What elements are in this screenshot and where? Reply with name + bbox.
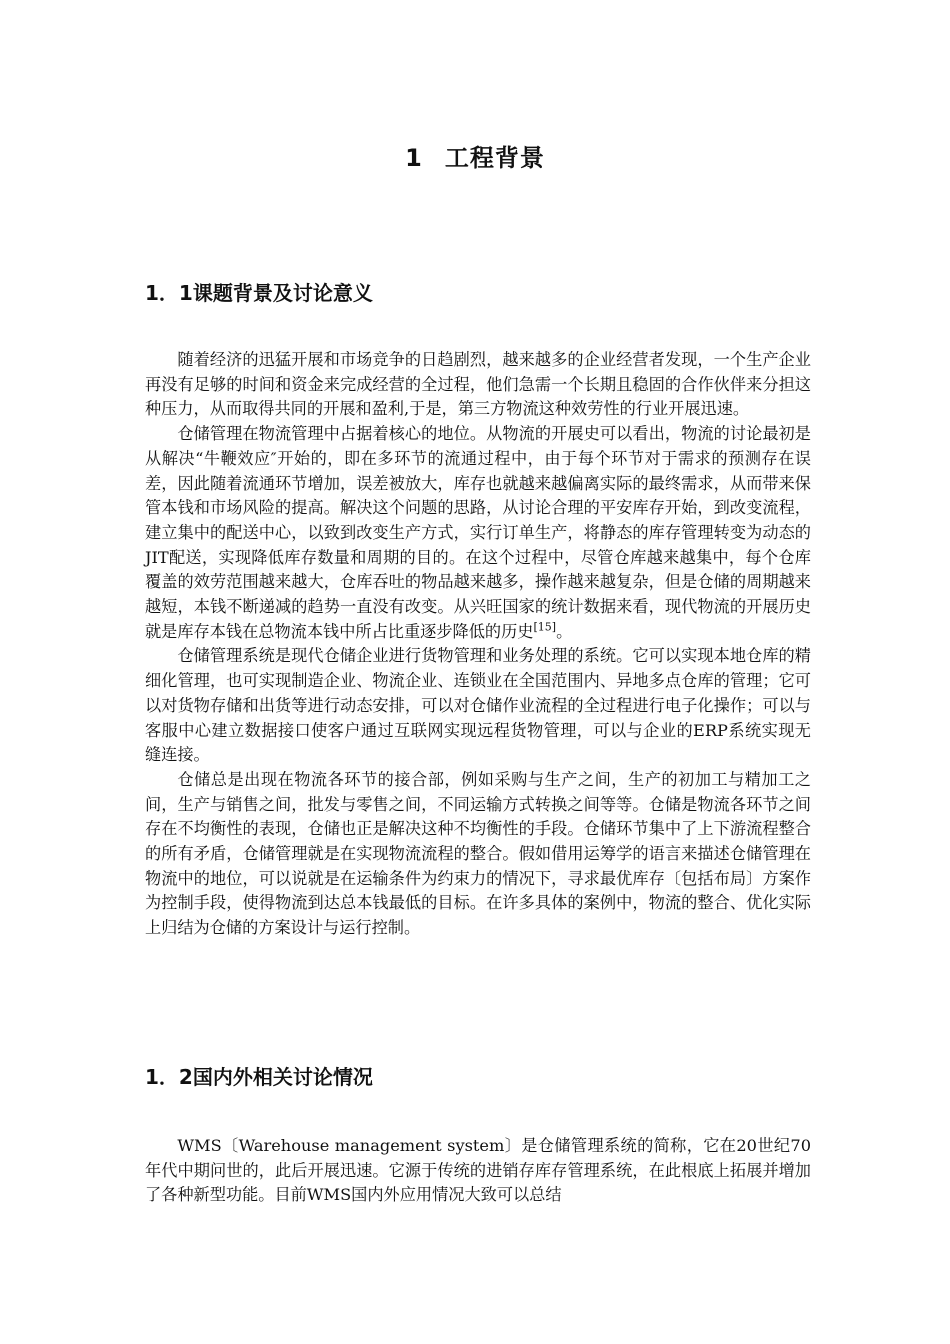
paragraph: 仓储管理系统是现代仓储企业进行货物管理和业务处理的系统。它可以实现本地仓库的精细化管理，也可实现制造企业、物流企业、连锁业在全国范围内、异地多点仓库的管理；它可以对货物存储和出货等进行动态安排，可以对仓储作业流程的全过程进行电子化操作；可以与客服中心建立数据接口使客户通过互联网实现远程货物管理，可以与企业的ERP系统实现无缝连接。	[145, 646, 811, 765]
paragraph-text: 仓储管理在物流管理中占据着核心的地位。从物流的开展史可以看出，物流的讨论最初是从解决“牛鞭效应″开始的，即在多环节的流通过程中，由于每个环节对于需求的预测存在误差，因此随着流通环节增加，误差被放大，库存也就越来越偏离实际的最终需求，从而带来保管本钱和市场风险的提高。解决这个问题的思路，从讨论合理的平安库存开始，到改变流程，建立集中的配送中心，以致到改变生产方式，实行订单生产，将静态的库存管理转变为动态的JIT配送，实现降低库存数量和周期的目的。在这个过程中，尽管仓库越来越集中，每个仓库覆盖的效劳范围越来越大，仓库吞吐的物品越来越多，操作越来越复杂，但是仓储的周期越来越短，本钱不断递减的趋势一直没有改变。从兴旺国家的统计数据来看，现代物流的开展历史就是库存本钱在总物流本钱中所占比重逐步降低的历史	[145, 424, 811, 641]
paragraph-tail: 。	[556, 621, 573, 641]
section-1-1-body	[145, 348, 811, 941]
section-heading-1-1: 1．1课题背景及讨论意义	[145, 281, 373, 305]
paragraph: 仓储总是出现在物流各环节的接合部，例如采购与生产之间，生产的初加工与精加工之间，生产与销售之间，批发与零售之间，不同运输方式转换之间等等。仓储是物流各环节之间存在不均衡性的表现，仓储也正是解决这种不均衡性的手段。仓储环节集中了上下游流程整合的所有矛盾，仓储管理就是在实现物流流程的整合。假如借用运筹学的语言来描述仓储管理在物流中的地位，可以说就是在运输条件为约束力的情况下，寻求最优库存〔包括布局〕方案作为控制手段，使得物流到达总本钱最低的目标。在许多具体的案例中，物流的整合、优化实际上归结为仓储的方案设计与运行控制。	[145, 769, 811, 938]
section-heading-1-2: 1．2国内外相关讨论情况	[145, 1065, 373, 1089]
chapter-title-text: 工程背景	[444, 144, 545, 172]
paragraph: WMS〔Warehouse management system〕是仓储管理系统的简称，它在20世纪70年代中期问世的，此后开展迅速。它源于传统的进销存库存管理系统，在此根底上拓展并增加了各种新型功能。目前WMS国内外应用情况大致可以总结	[145, 1136, 811, 1205]
citation-reference: [15]	[533, 620, 557, 634]
chapter-number: 1	[405, 144, 423, 172]
chapter-title	[0, 138, 950, 173]
paragraph	[145, 422, 811, 644]
section-1-2-body	[145, 1134, 811, 1208]
paragraph: 随着经济的迅猛开展和市场竞争的日趋剧烈，越来越多的企业经营者发现，一个生产企业再没有足够的时间和资金来完成经营的全过程，他们急需一个长期且稳固的合作伙伴来分担这种压力，从而取得共同的开展和盈利,于是，第三方物流这种效劳性的行业开展迅速。	[145, 350, 811, 419]
